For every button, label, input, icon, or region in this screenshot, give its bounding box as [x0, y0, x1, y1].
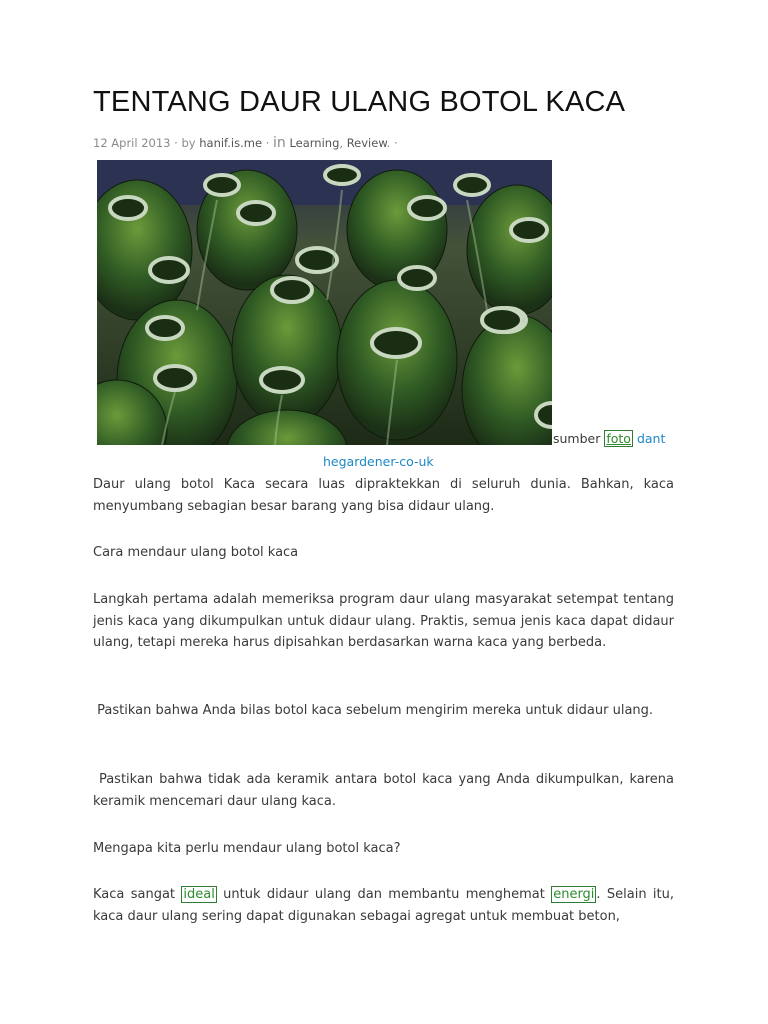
paragraph-rinse: Pastikan bahwa Anda bilas botol kaca sebelum mengirim mereka untuk didaur ulang. [93, 703, 654, 718]
category-review-link[interactable]: Review [346, 136, 387, 150]
category-learning-link[interactable]: Learning [289, 136, 340, 150]
ideal-link[interactable]: ideal [183, 887, 215, 902]
post-date: 12 April 2013 [93, 136, 171, 150]
paragraph-ceramic: Pastikan bahwa tidak ada keramik antara botol kaca yang Anda dikumpulkan, karena keramik mencemari daur ulang kaca. [93, 772, 679, 809]
paragraph-heading-why: Mengapa kita perlu mendaur ulang botol kaca? [93, 841, 401, 856]
photo-site-link-continued[interactable]: hegardener-co-uk [323, 454, 434, 469]
article-title: TENTANG DAUR ULANG BOTOL KACA [93, 86, 626, 118]
author-link[interactable]: hanif.is.me [199, 136, 263, 150]
paragraph-heading-how: Cara mendaur ulang botol kaca [93, 545, 299, 560]
photo-source-link[interactable]: foto [606, 431, 631, 446]
paragraph-benefits: Kaca sangat ideal untuk didaur ulang dan membantu menghemat energi . Selain itu, kaca daur ulang sering dapat digunakan sebagai agregat untuk membuat beton, [93, 887, 674, 924]
photo-credit: sumber foto dant [553, 431, 666, 446]
post-meta: 12 April 2013 · by hanif.is.me · in Learning, Review. · [93, 135, 398, 151]
photo-site-link[interactable]: dant [632, 431, 666, 446]
energi-link[interactable]: energi [553, 887, 595, 902]
green-bottles-photo [97, 160, 552, 445]
paragraph-step-one: Langkah pertama adalah memeriksa program daur ulang masyarakat setempat tentang jenis kaca yang dikumpulkan untuk didaur ulang. Praktis, semua jenis kaca dapat didaur ulang, tetapi mereka harus dipisahkan berdasarkan warna kaca yang berbeda. [93, 592, 674, 650]
paragraph-intro: Daur ulang botol Kaca secara luas dipraktekkan di seluruh dunia. Bahkan, kaca menyumbang sebagian besar barang yang bisa didaur ulang. [93, 477, 674, 514]
